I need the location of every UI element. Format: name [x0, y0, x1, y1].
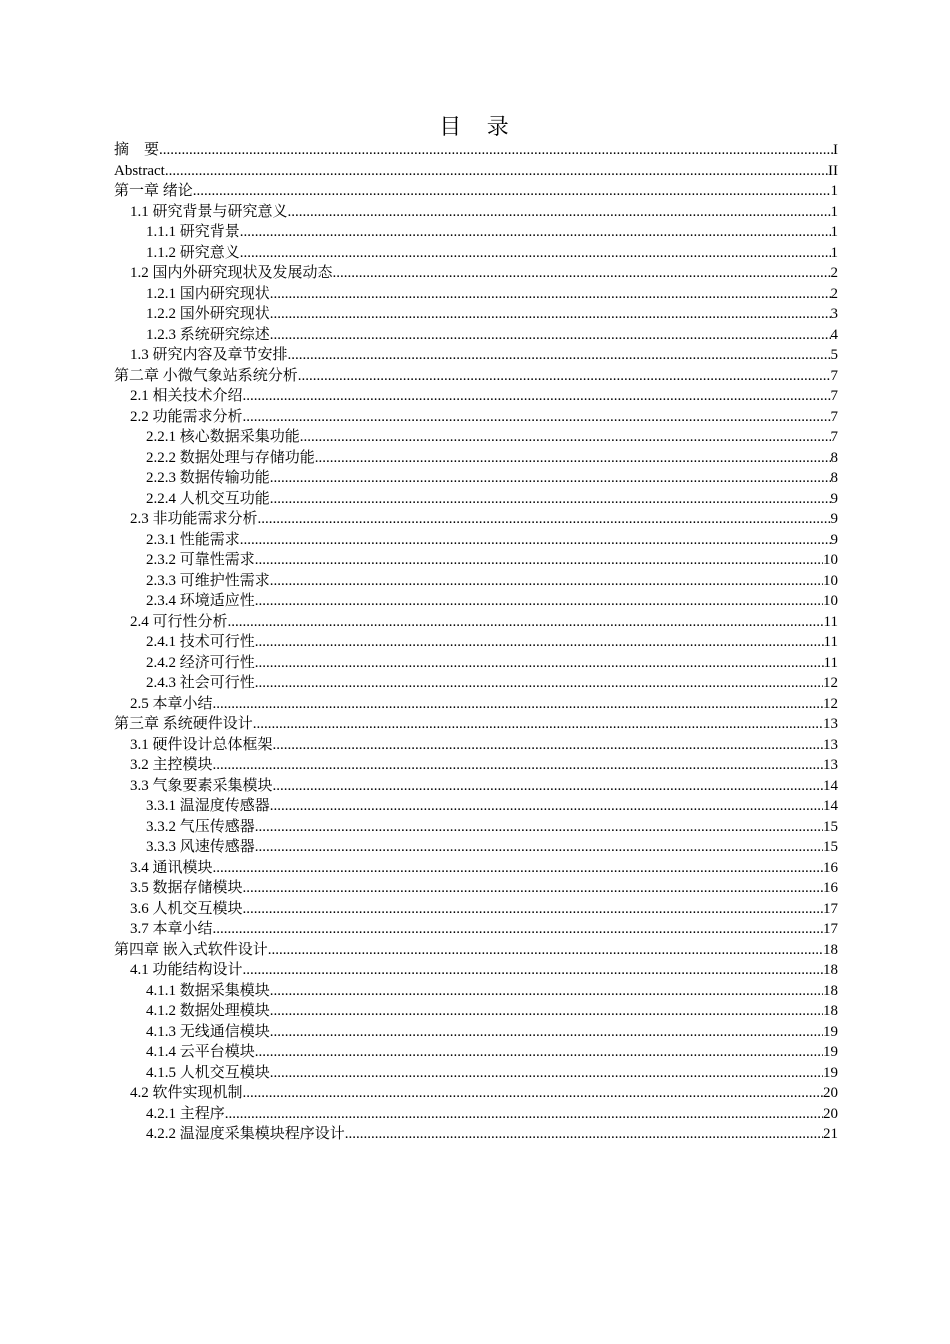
toc-entry[interactable] [114, 1124, 838, 1145]
toc-entry-title: 3.6 人机交互模块 [130, 900, 243, 917]
toc-entry-title: 2.5 本章小结 [130, 695, 213, 712]
toc-entry-title: 2.4.3 社会可行性 [146, 675, 255, 691]
toc-entry[interactable] [114, 468, 838, 489]
toc-entry-title: 3.7 本章小结 [130, 921, 213, 937]
toc-entry-page-number: 10 [823, 593, 838, 609]
toc-entry-title: 2.4.2 经济可行性 [146, 654, 255, 671]
toc-dot-leader [270, 468, 831, 489]
toc-entry[interactable] [114, 1104, 838, 1125]
toc-entry[interactable] [114, 1083, 838, 1104]
toc-entry-page-number: 7 [830, 367, 838, 384]
toc-dot-leader [270, 796, 823, 817]
toc-entry[interactable] [114, 140, 838, 161]
toc-dot-leader [270, 1022, 823, 1043]
toc-entry[interactable] [114, 161, 838, 182]
toc-entry-page-number: 12 [823, 675, 838, 691]
toc-dot-leader [228, 612, 824, 633]
toc-entry-title: 第一章 绪论 [114, 183, 193, 199]
toc-entry[interactable] [114, 407, 838, 428]
toc-entry-page-number: 10 [823, 572, 838, 589]
toc-entry[interactable] [114, 325, 838, 346]
toc-list [114, 140, 838, 1145]
toc-dot-leader [270, 325, 831, 346]
toc-dot-leader [255, 673, 823, 694]
toc-dot-leader [165, 161, 828, 182]
toc-dot-leader [333, 263, 831, 284]
toc-entry-page-number: 7 [830, 429, 838, 445]
toc-dot-leader [243, 960, 823, 981]
toc-entry[interactable] [114, 899, 838, 920]
toc-entry[interactable] [114, 632, 838, 653]
toc-dot-leader [243, 386, 831, 407]
toc-entry-title: 4.1.3 无线通信模块 [146, 1023, 270, 1040]
toc-dot-leader [213, 694, 823, 715]
toc-entry[interactable] [114, 591, 838, 612]
toc-entry-title: 3.3.3 风速传感器 [146, 839, 255, 855]
toc-dot-leader [240, 530, 831, 551]
toc-entry-title: 2.2 功能需求分析 [130, 408, 243, 425]
toc-entry-page-number: 9 [830, 490, 838, 507]
toc-entry[interactable] [114, 284, 838, 305]
toc-entry-title: 2.2.2 数据处理与存储功能 [146, 449, 315, 466]
toc-entry-title: 2.2.3 数据传输功能 [146, 470, 270, 486]
toc-dot-leader [255, 591, 823, 612]
toc-entry[interactable] [114, 489, 838, 510]
toc-entry-page-number: 17 [823, 921, 838, 937]
toc-entry-page-number: 7 [830, 408, 838, 425]
toc-dot-leader [240, 243, 831, 264]
toc-entry[interactable] [114, 181, 838, 202]
toc-entry-page-number: 5 [830, 347, 838, 363]
toc-entry[interactable] [114, 222, 838, 243]
toc-entry-title: 第三章 系统硬件设计 [114, 716, 253, 732]
toc-entry-page-number: 11 [823, 654, 838, 671]
toc-dot-leader [255, 1042, 823, 1063]
toc-dot-leader [255, 653, 824, 674]
toc-entry[interactable] [114, 304, 838, 325]
toc-entry-page-number: 16 [823, 880, 838, 896]
toc-dot-leader [298, 366, 831, 387]
toc-dot-leader [315, 448, 831, 469]
toc-entry-page-number: 19 [823, 1044, 838, 1060]
toc-entry-title: 2.2.4 人机交互功能 [146, 490, 270, 507]
toc-dot-leader [243, 1083, 823, 1104]
toc-dot-leader [345, 1124, 823, 1145]
toc-entry-page-number: 12 [823, 695, 838, 712]
toc-dot-leader [255, 837, 823, 858]
toc-dot-leader [243, 878, 823, 899]
toc-entry-page-number: 15 [823, 839, 838, 855]
toc-dot-leader [255, 817, 823, 838]
toc-entry-title: 1.1.1 研究背景 [146, 224, 240, 240]
toc-entry-page-number: 15 [823, 818, 838, 835]
toc-entry-page-number: 1 [830, 244, 838, 261]
toc-entry[interactable] [114, 796, 838, 817]
toc-entry[interactable] [114, 263, 838, 284]
toc-entry[interactable] [114, 345, 838, 366]
toc-entry-page-number: 4 [830, 326, 838, 343]
toc-entry-page-number: 3 [830, 306, 838, 322]
toc-entry-page-number: 11 [823, 634, 838, 650]
toc-entry-title: 3.2 主控模块 [130, 757, 213, 773]
toc-dot-leader [225, 1104, 823, 1125]
toc-entry-page-number: 20 [823, 1085, 838, 1101]
toc-entry-title: 1.2.1 国内研究现状 [146, 285, 270, 302]
toc-entry[interactable] [114, 448, 838, 469]
toc-entry[interactable] [114, 714, 838, 735]
toc-dot-leader [213, 858, 823, 879]
toc-entry[interactable] [114, 673, 838, 694]
toc-entry[interactable] [114, 427, 838, 448]
toc-entry[interactable] [114, 940, 838, 961]
toc-entry-title: 4.1.4 云平台模块 [146, 1044, 255, 1060]
toc-entry[interactable] [114, 735, 838, 756]
toc-dot-leader [273, 735, 823, 756]
toc-entry[interactable] [114, 755, 838, 776]
toc-entry-title: 2.3 非功能需求分析 [130, 511, 258, 527]
toc-entry-page-number: I [833, 142, 838, 158]
toc-entry-title: 1.1 研究背景与研究意义 [130, 203, 288, 220]
toc-dot-leader [213, 755, 823, 776]
toc-entry-page-number: 18 [823, 1003, 838, 1019]
toc-dot-leader [288, 202, 831, 223]
toc-entry-page-number: 14 [823, 798, 838, 814]
toc-entry-page-number: 14 [823, 777, 838, 794]
toc-dot-leader [255, 632, 824, 653]
toc-entry-title: 4.2 软件实现机制 [130, 1085, 243, 1101]
toc-entry-title: 1.2.2 国外研究现状 [146, 306, 270, 322]
toc-entry-title: 第二章 小微气象站系统分析 [114, 367, 298, 384]
toc-entry[interactable] [114, 919, 838, 940]
toc-entry-page-number: 17 [823, 900, 838, 917]
toc-dot-leader [268, 940, 823, 961]
toc-dot-leader [270, 571, 823, 592]
toc-entry-page-number: 13 [823, 757, 838, 773]
toc-entry[interactable] [114, 817, 838, 838]
toc-entry-page-number: 7 [830, 388, 838, 404]
toc-dot-leader [273, 776, 823, 797]
toc-entry-title: 2.3.3 可维护性需求 [146, 572, 270, 589]
toc-entry-page-number: 18 [823, 982, 838, 999]
toc-entry-page-number: 8 [830, 470, 838, 486]
toc-entry-page-number: 9 [830, 511, 838, 527]
toc-dot-leader [300, 427, 831, 448]
toc-entry-page-number: 13 [823, 736, 838, 753]
toc-entry-page-number: 10 [823, 552, 838, 568]
toc-entry-page-number: 18 [823, 941, 838, 958]
toc-entry-title: 2.4 可行性分析 [130, 613, 228, 630]
toc-entry-page-number: 8 [830, 449, 838, 466]
toc-entry[interactable] [114, 1063, 838, 1084]
toc-entry[interactable] [114, 571, 838, 592]
toc-entry-title: 第四章 嵌入式软件设计 [114, 941, 268, 958]
toc-dot-leader [240, 222, 831, 243]
toc-entry-page-number: 1 [830, 183, 838, 199]
toc-entry-title: 2.4.1 技术可行性 [146, 634, 255, 650]
toc-entry[interactable] [114, 550, 838, 571]
toc-entry-title: 1.2.3 系统研究综述 [146, 326, 270, 343]
toc-entry-page-number: 19 [823, 1023, 838, 1040]
toc-entry[interactable] [114, 960, 838, 981]
toc-entry[interactable] [114, 878, 838, 899]
toc-entry[interactable] [114, 509, 838, 530]
toc-dot-leader [270, 1001, 823, 1022]
toc-entry[interactable] [114, 1001, 838, 1022]
toc-entry[interactable] [114, 981, 838, 1002]
toc-dot-leader [270, 489, 831, 510]
toc-entry-page-number: 16 [823, 859, 838, 876]
toc-entry-title: 4.1.1 数据采集模块 [146, 982, 270, 999]
toc-entry-page-number: 20 [823, 1105, 838, 1122]
toc-dot-leader [213, 919, 823, 940]
toc-entry[interactable] [114, 1022, 838, 1043]
toc-title: 目 录 [439, 114, 519, 139]
toc-entry-title: 2.3.1 性能需求 [146, 531, 240, 548]
toc-dot-leader [159, 140, 833, 161]
toc-entry[interactable] [114, 386, 838, 407]
toc-dot-leader [288, 345, 831, 366]
toc-entry[interactable] [114, 776, 838, 797]
toc-entry-title: 2.3.2 可靠性需求 [146, 552, 255, 568]
toc-entry-page-number: 18 [823, 962, 838, 978]
toc-entry-title: Abstract [114, 162, 165, 179]
toc-entry-page-number: 21 [823, 1126, 838, 1142]
toc-entry-page-number: 1 [830, 203, 838, 220]
toc-entry-title: 4.1 功能结构设计 [130, 962, 243, 978]
toc-entry-title: 摘 要 [114, 142, 160, 158]
toc-entry-page-number: 2 [830, 285, 838, 302]
toc-dot-leader [193, 181, 831, 202]
toc-entry[interactable] [114, 653, 838, 674]
toc-entry-title: 3.3.1 温湿度传感器 [146, 798, 270, 814]
toc-entry[interactable] [114, 694, 838, 715]
toc-entry-title: 3.4 通讯模块 [130, 859, 213, 876]
toc-entry-title: 1.3 研究内容及章节安排 [130, 347, 288, 363]
toc-entry-page-number: 11 [823, 613, 838, 630]
toc-entry-title: 4.1.2 数据处理模块 [146, 1003, 270, 1019]
toc-entry[interactable] [114, 243, 838, 264]
toc-dot-leader [253, 714, 823, 735]
toc-entry-page-number: 19 [823, 1064, 838, 1081]
toc-entry-page-number: 2 [830, 265, 838, 281]
toc-dot-leader [243, 407, 831, 428]
toc-entry-title: 4.1.5 人机交互模块 [146, 1064, 270, 1081]
toc-entry-page-number: 13 [823, 716, 838, 732]
toc-entry-title: 1.1.2 研究意义 [146, 244, 240, 261]
toc-dot-leader [258, 509, 831, 530]
toc-dot-leader [270, 1063, 823, 1084]
toc-entry-title: 2.1 相关技术介绍 [130, 388, 243, 404]
toc-dot-leader [270, 284, 831, 305]
toc-entry-title: 2.3.4 环境适应性 [146, 593, 255, 609]
toc-entry-title: 4.2.2 温湿度采集模块程序设计 [146, 1126, 345, 1142]
toc-dot-leader [270, 981, 823, 1002]
toc-dot-leader [255, 550, 823, 571]
toc-entry-title: 3.1 硬件设计总体框架 [130, 736, 273, 753]
toc-entry[interactable] [114, 530, 838, 551]
toc-entry-title: 2.2.1 核心数据采集功能 [146, 429, 300, 445]
toc-dot-leader [270, 304, 831, 325]
toc-entry[interactable] [114, 858, 838, 879]
toc-entry[interactable] [114, 202, 838, 223]
toc-entry-title: 3.3.2 气压传感器 [146, 818, 255, 835]
toc-entry-title: 4.2.1 主程序 [146, 1105, 225, 1122]
toc-entry[interactable] [114, 366, 838, 387]
toc-entry-page-number: 9 [830, 531, 838, 548]
toc-entry-page-number: 1 [830, 224, 838, 240]
toc-entry-page-number: II [828, 162, 838, 179]
toc-entry-title: 1.2 国内外研究现状及发展动态 [130, 265, 333, 281]
toc-entry[interactable] [114, 837, 838, 858]
toc-entry-title: 3.3 气象要素采集模块 [130, 777, 273, 794]
toc-entry-title: 3.5 数据存储模块 [130, 880, 243, 896]
toc-entry[interactable] [114, 612, 838, 633]
toc-entry[interactable] [114, 1042, 838, 1063]
toc-dot-leader [243, 899, 823, 920]
